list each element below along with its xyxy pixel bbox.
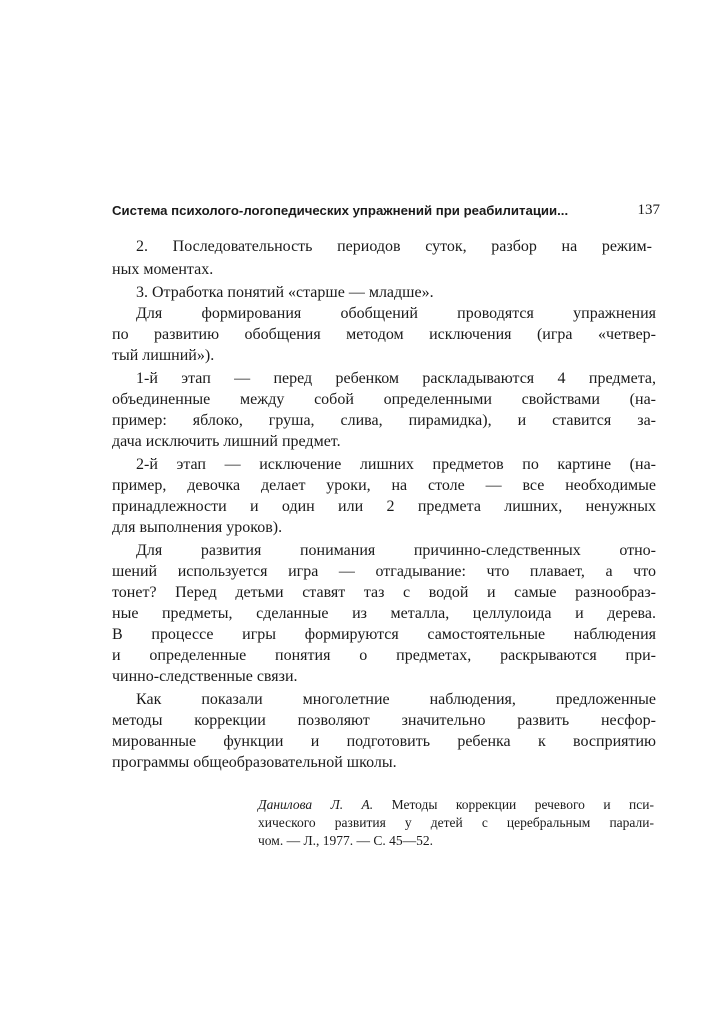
reference-author: Данилова Л. А. — [258, 797, 374, 812]
body-line: мированные функции и подготовить ребенка к восприятию — [112, 733, 656, 750]
body-line: ных моментах. — [112, 261, 214, 278]
reference-line: чом. — Л., 1977. — С. 45—52. — [258, 833, 433, 848]
body-line: пример, девочка делает уроки, на столе — все необходимые — [112, 477, 656, 494]
running-header-title: Система психолого-логопедических упражнений при реабилитации... — [112, 203, 569, 218]
body-line: программы общеобразовательной школы. — [112, 754, 397, 771]
reference-line — [258, 796, 654, 814]
body-line: 2-й этап — исключение лишних предметов по картине (на- — [136, 456, 656, 473]
body-line: пример: яблоко, груша, слива, пирамидка), и ставится за- — [112, 412, 656, 429]
reference-title-start: Методы коррекции речевого и пси- — [373, 797, 654, 812]
body-line: принадлежности и один или 2 предмета лишних, ненужных — [112, 498, 656, 515]
body-line: и определенные понятия о предметах, раскрываются при- — [112, 647, 656, 664]
body-line: чинно-следственные связи. — [112, 668, 298, 685]
body-line: ные предметы, сделанные из металла, целлулоида и дерева. — [112, 605, 656, 622]
body-line: по развитию обобщения методом исключения (игра «четвер- — [112, 326, 656, 343]
body-line: В процессе игры формируются самостоятельные наблюдения — [112, 626, 656, 643]
body-line: 3. Отработка понятий «старше — младше». — [136, 284, 434, 301]
body-line: дача исключить лишний предмет. — [112, 433, 341, 450]
reference-line: хического развития у детей с церебральным парали- — [258, 815, 654, 830]
body-line: шений используется игра — отгадывание: что плавает, а что — [112, 563, 656, 580]
body-line: 2. Последовательность периодов суток, разбор на режим- — [136, 238, 652, 255]
body-line: Для развития понимания причинно-следственных отно- — [136, 542, 656, 559]
body-line: тый лишний»). — [112, 347, 215, 364]
body-line: для выполнения уроков). — [112, 519, 283, 536]
body-line: Как показали многолетние наблюдения, предложенные — [136, 691, 656, 708]
body-line: методы коррекции позволяют значительно развить несфор- — [112, 712, 656, 729]
body-line: 1-й этап — перед ребенком раскладываются 4 предмета, — [136, 370, 656, 387]
running-header — [112, 203, 660, 223]
body-line: объединенные между собой определенными свойствами (на- — [112, 391, 656, 408]
body-line: Для формирования обобщений проводятся упражнения — [136, 305, 656, 322]
body-line: тонет? Перед детьми ставят таз с водой и самые разнообраз- — [112, 584, 656, 601]
page-number: 137 — [637, 202, 660, 218]
